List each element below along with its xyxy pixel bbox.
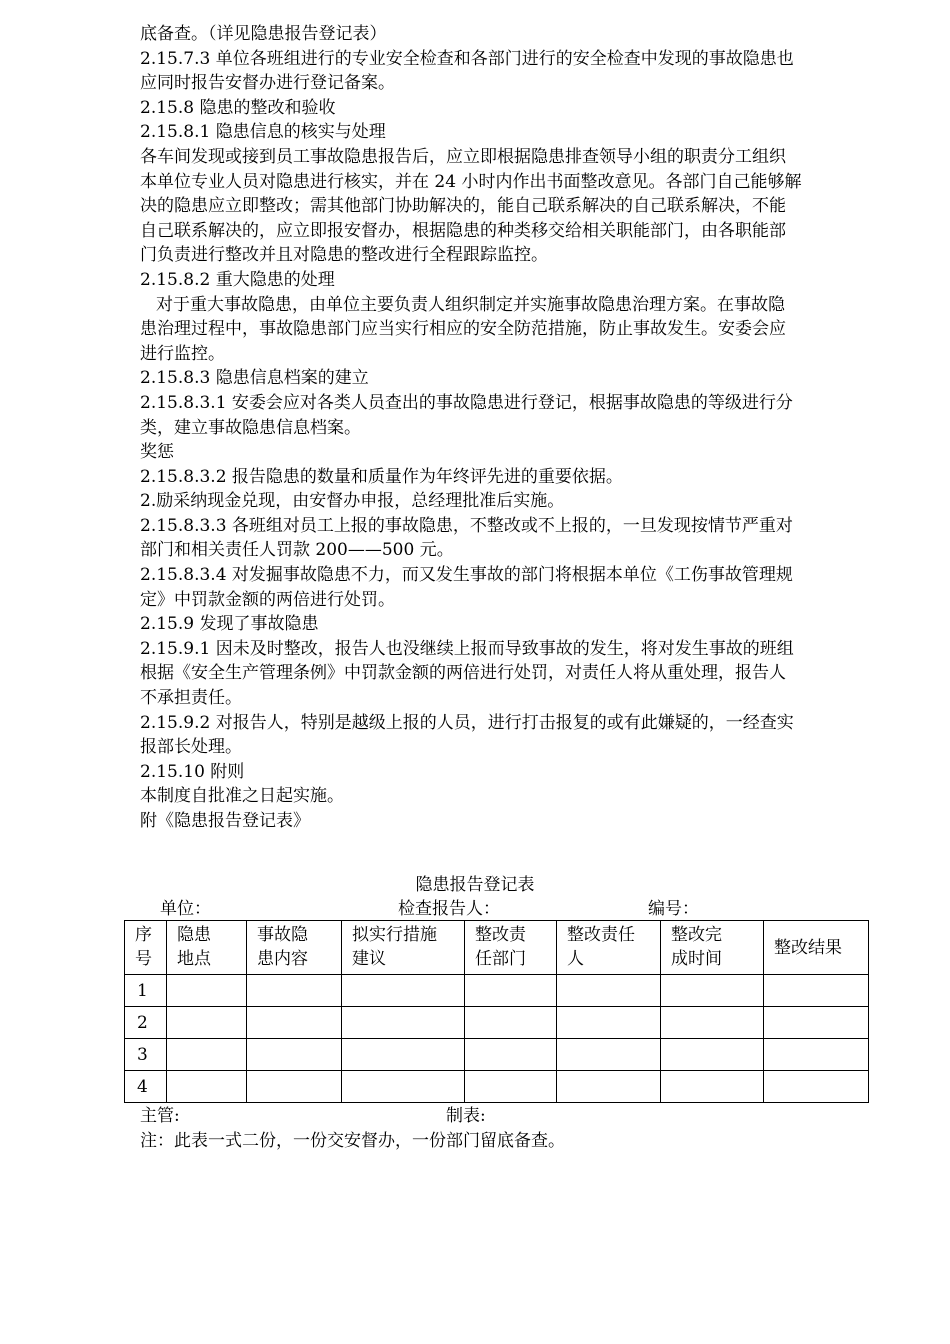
- text-line: 门负责进行整改并且对隐患的整改进行全程跟踪监控。: [140, 245, 548, 266]
- row-number: 2: [125, 1007, 167, 1039]
- supervisor-label: 主管:: [140, 1106, 180, 1126]
- table-cell: [247, 1071, 342, 1103]
- text-line: 2.15.8.3 隐患信息档案的建立: [140, 368, 369, 389]
- number-label: 编号：: [648, 899, 699, 919]
- text-line: 患治理过程中，事故隐患部门应当实行相应的安全防范措施，防止事故发生。安委会应: [140, 319, 786, 340]
- table-row: [125, 1007, 869, 1039]
- table-cell: [661, 1039, 764, 1071]
- table-row: [125, 1071, 869, 1103]
- table-cell: [247, 1039, 342, 1071]
- text-line: 应同时报告安督办进行登记备案。: [140, 73, 395, 94]
- table-cell: [764, 1039, 869, 1071]
- text-line: 2.15.9.1 因未及时整改，报告人也没继续上报而导致事故的发生，将对发生事故的班组: [140, 638, 794, 659]
- table-cell: [764, 1071, 869, 1103]
- table-cell: [465, 1039, 557, 1071]
- column-header: 拟实行措施 建议: [342, 921, 465, 975]
- text-line: 进行监控。: [140, 343, 225, 364]
- text-line: 本单位专业人员对隐患进行核实，并在 24 小时内作出书面整改意见。各部门自己能够解: [140, 171, 802, 192]
- text-line: 底备查。（详见隐患报告登记表）: [140, 24, 387, 44]
- table-cell: [167, 1007, 247, 1039]
- table-cell: [247, 1007, 342, 1039]
- form-note: 注：此表一式二份，一份交安督办，一份部门留底备查。: [140, 1131, 565, 1151]
- column-header: 事故隐 患内容: [247, 921, 342, 975]
- document-body: [140, 22, 872, 834]
- text-line: 自己联系解决的，应立即报安督办，根据隐患的种类移交给相关职能部门，由各职能部: [140, 220, 786, 241]
- maker-label: 制表:: [446, 1106, 486, 1126]
- table-cell: [661, 1007, 764, 1039]
- table-header-row: [125, 921, 869, 975]
- row-number: 3: [125, 1039, 167, 1071]
- column-header: 隐患 地点: [167, 921, 247, 975]
- column-header: 整改结果: [764, 921, 869, 975]
- table-cell: [167, 1071, 247, 1103]
- table-cell: [661, 975, 764, 1007]
- text-line: 2.15.9 发现了事故隐患: [140, 614, 319, 635]
- text-line: 奖惩: [140, 442, 174, 463]
- text-line: 附《隐患报告登记表》: [140, 811, 310, 831]
- text-line: 本制度自批准之日起实施。: [140, 786, 344, 807]
- form-title: 隐患报告登记表: [415, 875, 535, 895]
- text-line: 2.15.8.3.1 安委会应对各类人员查出的事故隐患进行登记，根据事故隐患的等级进行分: [140, 392, 793, 413]
- text-line: 2.15.7.3 单位各班组进行的专业安全检查和各部门进行的安全检查中发现的事故隐患也: [140, 48, 794, 69]
- table-cell: [167, 975, 247, 1007]
- row-number: 1: [125, 975, 167, 1007]
- table-cell: [557, 1039, 661, 1071]
- table-cell: [661, 1071, 764, 1103]
- table-cell: [342, 1039, 465, 1071]
- unit-label: 单位：: [160, 899, 211, 919]
- table-cell: [764, 1007, 869, 1039]
- text-line: 定》中罚款金额的两倍进行处罚。: [140, 589, 395, 610]
- text-line: 2.15.8 隐患的整改和验收: [140, 97, 336, 118]
- text-line: 部门和相关责任人罚款 200——500 元。: [140, 540, 454, 561]
- table-row: [125, 1039, 869, 1071]
- table-cell: [342, 1071, 465, 1103]
- table-body: [125, 975, 869, 1103]
- text-line: 各车间发现或接到员工事故隐患报告后，应立即根据隐患排查领导小组的职责分工组织: [140, 146, 786, 167]
- text-line: 2.15.8.1 隐患信息的核实与处理: [140, 122, 386, 143]
- row-number: 4: [125, 1071, 167, 1103]
- text-line: 2.15.10 附则: [140, 761, 245, 782]
- text-line: 不承担责任。: [140, 688, 242, 709]
- text-line: 决的隐患应立即整改；需其他部门协助解决的，能自己联系解决的自己联系解决，不能: [140, 196, 786, 217]
- column-header: 序 号: [125, 921, 167, 975]
- text-line: 2.15.8.3.3 各班组对员工上报的事故隐患，不整改或不上报的，一旦发现按情节严重对: [140, 515, 793, 536]
- text-line: 类，建立事故隐患信息档案。: [140, 417, 361, 438]
- table-cell: [557, 1071, 661, 1103]
- table-cell: [465, 1071, 557, 1103]
- column-header: 整改责任 人: [557, 921, 661, 975]
- text-line: 2.15.9.2 对报告人，特别是越级上报的人员，进行打击报复的或有此嫌疑的，一经查实: [140, 712, 794, 733]
- table-row: [125, 975, 869, 1007]
- text-line: 2.15.8.2 重大隐患的处理: [140, 269, 335, 290]
- table-cell: [342, 975, 465, 1007]
- table-cell: [167, 1039, 247, 1071]
- table-cell: [557, 975, 661, 1007]
- inspector-label: 检查报告人：: [398, 899, 500, 919]
- text-line: 2.励采纳现金兑现，由安督办申报，总经理批准后实施。: [140, 491, 565, 512]
- text-line: 2.15.8.3.2 报告隐患的数量和质量作为年终评先进的重要依据。: [140, 466, 623, 487]
- column-header: 整改责 任部门: [465, 921, 557, 975]
- table-cell: [557, 1007, 661, 1039]
- table-cell: [247, 975, 342, 1007]
- text-line: 根据《安全生产管理条例》中罚款金额的两倍进行处罚，对责任人将从重处理，报告人: [140, 663, 786, 684]
- hazard-report-table: [124, 920, 869, 1103]
- table-cell: [764, 975, 869, 1007]
- column-header: 整改完 成时间: [661, 921, 764, 975]
- table-cell: [342, 1007, 465, 1039]
- text-line: 报部长处理。: [140, 737, 242, 758]
- text-line: 对于重大事故隐患，由单位主要负责人组织制定并实施事故隐患治理方案。在事故隐: [156, 294, 785, 315]
- table-cell: [465, 1007, 557, 1039]
- table-cell: [465, 975, 557, 1007]
- text-line: 2.15.8.3.4 对发掘事故隐患不力，而又发生事故的部门将根据本单位《工伤事故管理规: [140, 565, 793, 586]
